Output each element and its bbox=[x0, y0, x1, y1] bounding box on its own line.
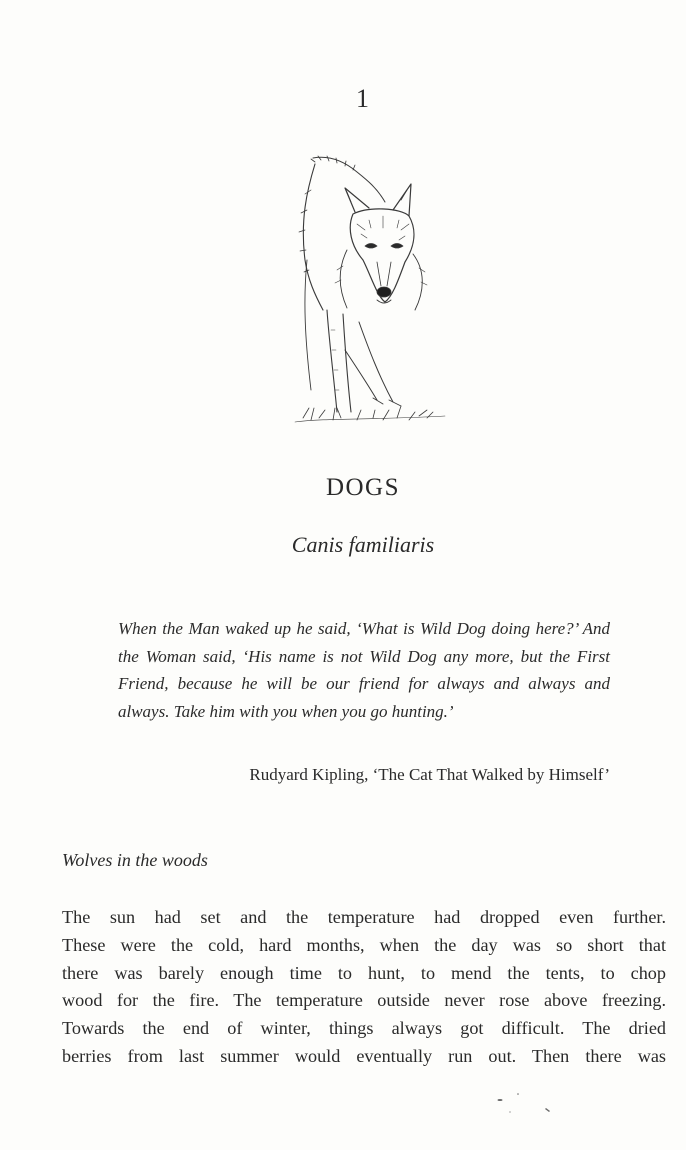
chapter-number: 1 bbox=[356, 84, 370, 113]
epigraph-quote: When the Man waked up he said, ‘What is Wild Dog doing here?’ And the Woman said, ‘His name is not Wild Dog any more, but the First Friend, because he will be our friend for always and always and always. Take him with you when you go hunting.’ bbox=[118, 619, 610, 721]
body-paragraph bbox=[62, 904, 666, 1071]
body-line: The sun had set and the temperature had dropped even further. bbox=[62, 907, 666, 927]
body-line: there was barely enough time to hunt, to mend the tents, to chop bbox=[62, 962, 666, 983]
paper-specks-decoration bbox=[470, 1090, 570, 1140]
body-line: wood for the fire. The temperature outside never rose above freezing. bbox=[62, 990, 666, 1011]
body-line: berries from last summer would eventually run out. Then there was bbox=[62, 1045, 666, 1066]
section-heading: Wolves in the woods bbox=[62, 850, 208, 870]
wolf-illustration-icon bbox=[285, 150, 455, 435]
chapter-title: DOGS bbox=[325, 474, 401, 501]
epigraph-attribution: Rudyard Kipling, ‘The Cat That Walked by Himself’ bbox=[249, 765, 610, 784]
body-line: These were the cold, hard months, when the day was so short that bbox=[62, 934, 666, 955]
body-line: Towards the end of winter, things always got difficult. The dried bbox=[62, 1018, 666, 1039]
chapter-subtitle: Canis familiaris bbox=[291, 532, 435, 557]
